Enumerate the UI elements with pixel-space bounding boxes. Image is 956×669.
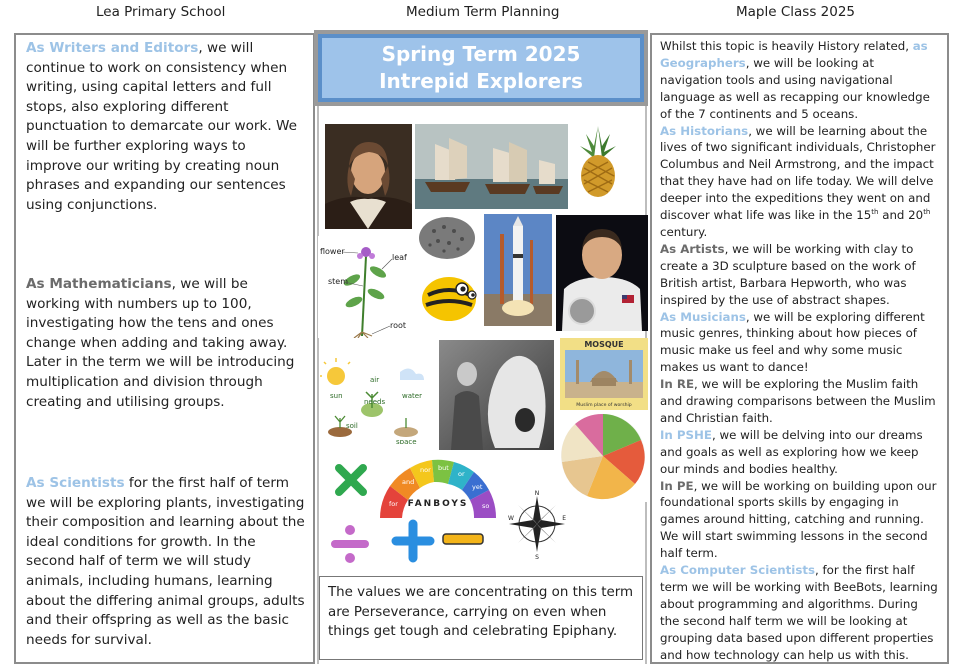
science-heading: As Scientists [26, 475, 125, 491]
pe-text: , we will be working on building upon our foundational sports skills by engaging in games around hitting, catching and running. We will start swimming lessons in the second half term. [660, 478, 937, 561]
columbus-portrait-image [325, 124, 412, 229]
needs-label-space: space [396, 438, 417, 444]
music-paragraph [660, 309, 939, 377]
maths-text: , we will be working with numbers up to 100, investigating how the tens and ones change when adding and taking away. Later in the term we will be introducing multiplication and division through creating and utilising groups. [26, 276, 295, 410]
computing-paragraph [660, 562, 939, 663]
document-type: Medium Term Planning [406, 4, 560, 20]
title-banner [322, 38, 640, 98]
compass-s: S [535, 554, 539, 560]
title-topic: Intrepid Explorers [379, 69, 583, 93]
pshe-heading: In PSHE [660, 427, 712, 442]
needs-label-soil: soil [346, 422, 358, 430]
writers-paragraph [26, 39, 305, 215]
re-paragraph [660, 376, 939, 427]
writers-heading: As Writers and Editors [26, 40, 199, 56]
history-and: and 20 [878, 208, 924, 223]
history-end: century. [660, 224, 708, 239]
history-paragraph [660, 123, 939, 241]
divide-symbol-image [327, 520, 373, 568]
compass-e: E [562, 515, 566, 522]
plant-label-flower: flower [320, 247, 345, 256]
fanboys-word: FANBOYS [407, 499, 469, 509]
needs-label-needs: needs [364, 398, 386, 406]
sailing-ships-image [415, 124, 568, 209]
history-sup-20: th [923, 208, 931, 217]
geography-paragraph [660, 38, 939, 123]
music-heading: As Musicians [660, 309, 746, 324]
fanboys-and: and [402, 478, 415, 486]
left-panel [14, 33, 315, 664]
geography-heading: as Geographers [660, 39, 928, 70]
pe-paragraph [660, 478, 939, 563]
right-panel [650, 33, 949, 664]
pineapple-image [568, 124, 628, 199]
fanboys-rainbow-image [376, 456, 500, 522]
title-term: Spring Term 2025 [381, 42, 581, 66]
pshe-text: , we will be delving into our dreams and goals as well as exploring how we keep our minds and bodies healthy. [660, 427, 923, 476]
art-heading: As Artists [660, 241, 725, 256]
rock-image [416, 211, 478, 261]
maths-heading: As Mathematicians [26, 276, 172, 292]
plant-label-leaf: leaf [392, 253, 407, 262]
needs-label-air: air [370, 376, 380, 384]
history-sup-15: th [871, 208, 879, 217]
school-name: Lea Primary School [96, 4, 226, 20]
art-text: , we will be working with clay to create a 3D sculpture based on the work of British artist, Barbara Hepworth, who was inspired by the use of abstract shapes. [660, 241, 916, 307]
compass-rose-image [506, 488, 568, 560]
compass-w: W [508, 515, 514, 522]
history-text: , we will be learning about the lives of two significant individuals, Christopher Columbus and Neil Armstrong, and the impact that they have had on life today. We will delve deeper into the expeditions they went on and discover what life was like in the 15 [660, 123, 936, 223]
maths-paragraph [26, 275, 305, 412]
history-heading: As Historians [660, 123, 749, 138]
fanboys-so: so [482, 502, 490, 510]
computing-text: , for the first half term we will be working with BeeBots, learning about programming and algorithms. During the second half term we will be looking at grouping data based upon different properties and how technology can help us with this. [660, 563, 938, 662]
mosque-caption: Muslim place of worship [576, 403, 632, 408]
values-text: The values we are concentrating on this term are Perseverance, carrying on even when things get tough and celebrating Epiphany. [328, 585, 634, 640]
class-name: Maple Class 2025 [736, 4, 856, 20]
plant-diagram-image [318, 236, 414, 338]
mosque-image [560, 338, 648, 410]
sculpture-photo-image [439, 340, 554, 450]
geography-text: , we will be looking at navigation tools and using navigational language as well as recapping our knowledge of the 7 continents and 5 oceans. [660, 55, 930, 121]
music-text: , we will be exploring different music genres, thinking about how pieces of music make us feel and why some music makes us want to dance! [660, 309, 925, 375]
minus-symbol-image [440, 528, 486, 550]
fanboys-yet: yet [472, 483, 483, 491]
mosque-title: MOSQUE [584, 340, 624, 349]
plus-symbol-image [390, 518, 436, 564]
geography-intro: Whilst this topic is heavily History related, [660, 39, 913, 53]
needs-label-sun: sun [330, 392, 343, 400]
science-paragraph [26, 474, 305, 650]
rocket-launch-image [484, 214, 552, 326]
pshe-paragraph [660, 427, 939, 478]
plant-label-root: root [390, 321, 407, 330]
science-text: for the first half of term we will be exploring plants, investigating their composition and learning about the ideal conditions for growth. In the second half of term we will study animals, including humans, learning about the differing animal groups, adults and their offspring as well as the basic needs for survival. [26, 475, 305, 648]
plant-label-stem: stem [328, 277, 349, 286]
art-paragraph [660, 241, 939, 309]
fanboys-but: but [438, 464, 449, 472]
fanboys-or: or [458, 470, 465, 478]
re-heading: In RE [660, 377, 695, 392]
values-box [319, 576, 643, 660]
writers-text: , we will continue to work on consistency when writing, using capital letters and full stops, also exploring different punctuation to demarcate our work. We will be further exploring ways to improve our writing by creating noun phrases and expanding our sentences using conjunctions. [26, 40, 297, 213]
pe-heading: In PE [660, 478, 694, 493]
astronaut-image [556, 215, 648, 331]
fanboys-for: for [389, 500, 398, 508]
multiply-symbol-image [331, 460, 371, 500]
food-plate-image [557, 410, 648, 502]
needs-label-water: water [402, 392, 422, 400]
fanboys-nor: nor [420, 466, 431, 474]
beebot-image [418, 269, 480, 325]
re-text: , we will be exploring the Muslim faith and drawing comparisons between the Muslim and Christian faith. [660, 377, 936, 425]
plant-needs-image [320, 358, 431, 444]
compass-n: N [534, 490, 540, 497]
computing-heading: As Computer Scientists [660, 563, 816, 578]
